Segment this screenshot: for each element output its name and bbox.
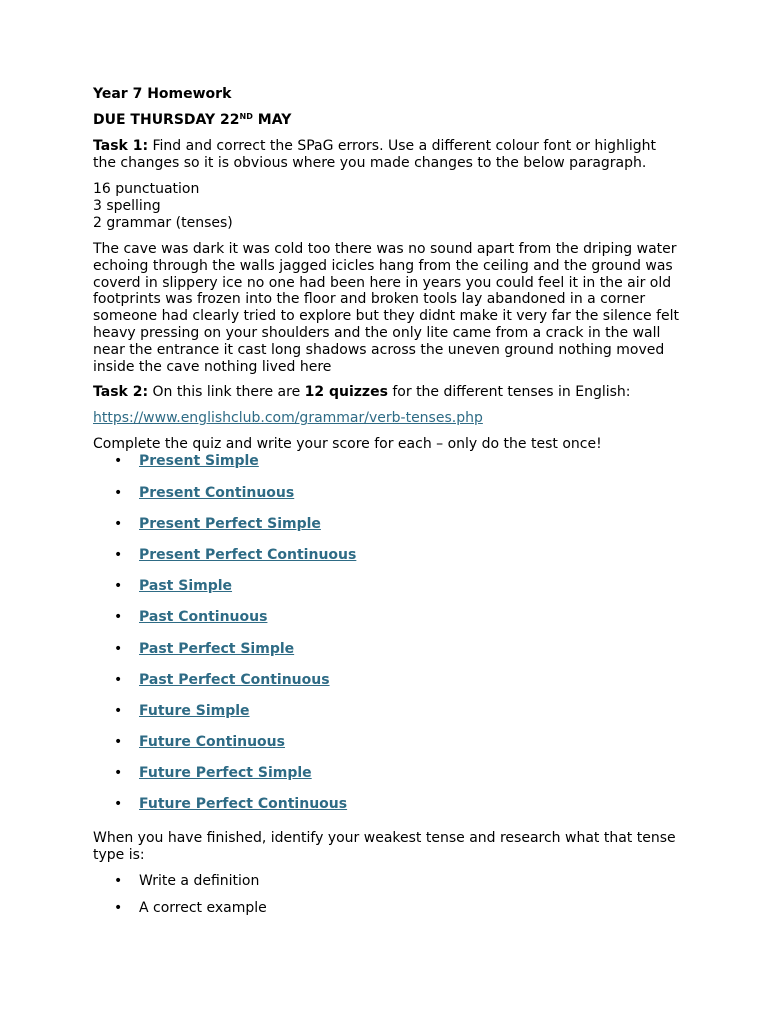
task1-instruction xyxy=(93,138,683,172)
bullet-icon: • xyxy=(114,640,123,657)
bullet-icon: • xyxy=(114,578,123,595)
quiz-link[interactable]: https://www.englishclub.com/grammar/verb-tenses.php xyxy=(93,410,483,427)
tense-quiz-list xyxy=(93,453,683,827)
tense-link-future-perfect-simple[interactable]: Future Perfect Simple xyxy=(139,765,312,782)
todo-definition: Write a definition xyxy=(139,872,260,889)
task2-text-before: On this link there are xyxy=(148,384,305,401)
error-count-grammar: 2 grammar (tenses) xyxy=(93,215,233,231)
tense-link-future-continuous[interactable]: Future Continuous xyxy=(139,734,285,751)
tense-link-present-perfect-simple[interactable]: Present Perfect Simple xyxy=(139,515,321,532)
bullet-icon: • xyxy=(114,872,123,889)
tense-link-future-perfect-continuous[interactable]: Future Perfect Continuous xyxy=(139,796,348,813)
spag-paragraph: The cave was dark it was cold too there was no sound apart from the driping water echoing through the walls jagged icicles hang from the ceiling and the ground was coverd in slippery ice no one had been here in years you could feel it in the air old footprints was frozen into the floor and broken tools lay abandoned in a corner someone had clearly tried to explore but they didnt make it very far the silence felt heavy pressing on your shoulders and the only lite came from a crack in the wall near the entrance it cast long shadows across the uneven ground nothing moved inside the cave nothing lived here xyxy=(93,241,680,375)
error-count-punctuation: 16 punctuation xyxy=(93,181,200,197)
task2-instruction xyxy=(93,384,683,401)
error-count-spelling: 3 spelling xyxy=(93,198,161,214)
list-item xyxy=(93,609,683,640)
tense-link-present-simple[interactable]: Present Simple xyxy=(139,453,259,470)
tense-link-future-simple[interactable]: Future Simple xyxy=(139,702,250,719)
due-date-superscript: ND xyxy=(239,112,253,121)
due-date-suffix: MAY xyxy=(252,112,292,128)
bullet-icon: • xyxy=(114,515,123,532)
document-title: Year 7 Homework xyxy=(93,86,232,102)
due-date xyxy=(93,112,683,129)
quiz-link-paragraph xyxy=(93,410,683,427)
bullet-icon: • xyxy=(114,796,123,813)
list-item xyxy=(93,900,683,927)
list-item xyxy=(93,453,683,484)
document-body xyxy=(93,86,683,927)
bullet-icon: • xyxy=(114,484,123,501)
bullet-icon: • xyxy=(114,609,123,626)
todo-example: A correct example xyxy=(139,899,267,916)
list-item xyxy=(93,873,683,900)
research-task-list xyxy=(93,873,683,927)
tense-link-past-perfect-simple[interactable]: Past Perfect Simple xyxy=(139,640,295,657)
list-item xyxy=(93,485,683,516)
bullet-icon: • xyxy=(114,734,123,751)
list-item xyxy=(93,641,683,672)
bullet-icon: • xyxy=(114,765,123,782)
bullet-icon: • xyxy=(114,546,123,563)
tense-link-past-continuous[interactable]: Past Continuous xyxy=(139,609,268,626)
tense-link-present-perfect-continuous[interactable]: Present Perfect Continuous xyxy=(139,546,357,563)
list-item xyxy=(93,734,683,765)
list-item xyxy=(93,578,683,609)
list-item xyxy=(93,547,683,578)
tense-link-past-perfect-continuous[interactable]: Past Perfect Continuous xyxy=(139,671,330,688)
bullet-icon: • xyxy=(114,671,123,688)
list-item xyxy=(93,516,683,547)
task2-quiz-count: 12 quizzes xyxy=(304,384,388,401)
complete-instruction: Complete the quiz and write your score for each – only do the test once! xyxy=(93,436,602,453)
error-counts-list xyxy=(93,181,683,232)
due-date-prefix: DUE THURSDAY 22 xyxy=(93,112,240,128)
task2-text-after: for the different tenses in English: xyxy=(387,384,631,401)
bullet-icon: • xyxy=(114,453,123,470)
list-item xyxy=(93,765,683,796)
list-item xyxy=(93,703,683,734)
task2-label: Task 2: xyxy=(93,384,149,401)
bullet-icon: • xyxy=(114,702,123,719)
task1-text: Find and correct the SPaG errors. Use a different colour font or highlight the changes so it is obvious where you made changes to the below paragraph. xyxy=(93,138,656,171)
bullet-icon: • xyxy=(114,899,123,916)
tense-link-past-simple[interactable]: Past Simple xyxy=(139,578,233,595)
list-item xyxy=(93,796,683,827)
finished-instruction: When you have finished, identify your weakest tense and research what that tense type is: xyxy=(93,829,676,863)
task1-label: Task 1: xyxy=(93,138,149,154)
tense-link-present-continuous[interactable]: Present Continuous xyxy=(139,484,295,501)
list-item xyxy=(93,672,683,703)
